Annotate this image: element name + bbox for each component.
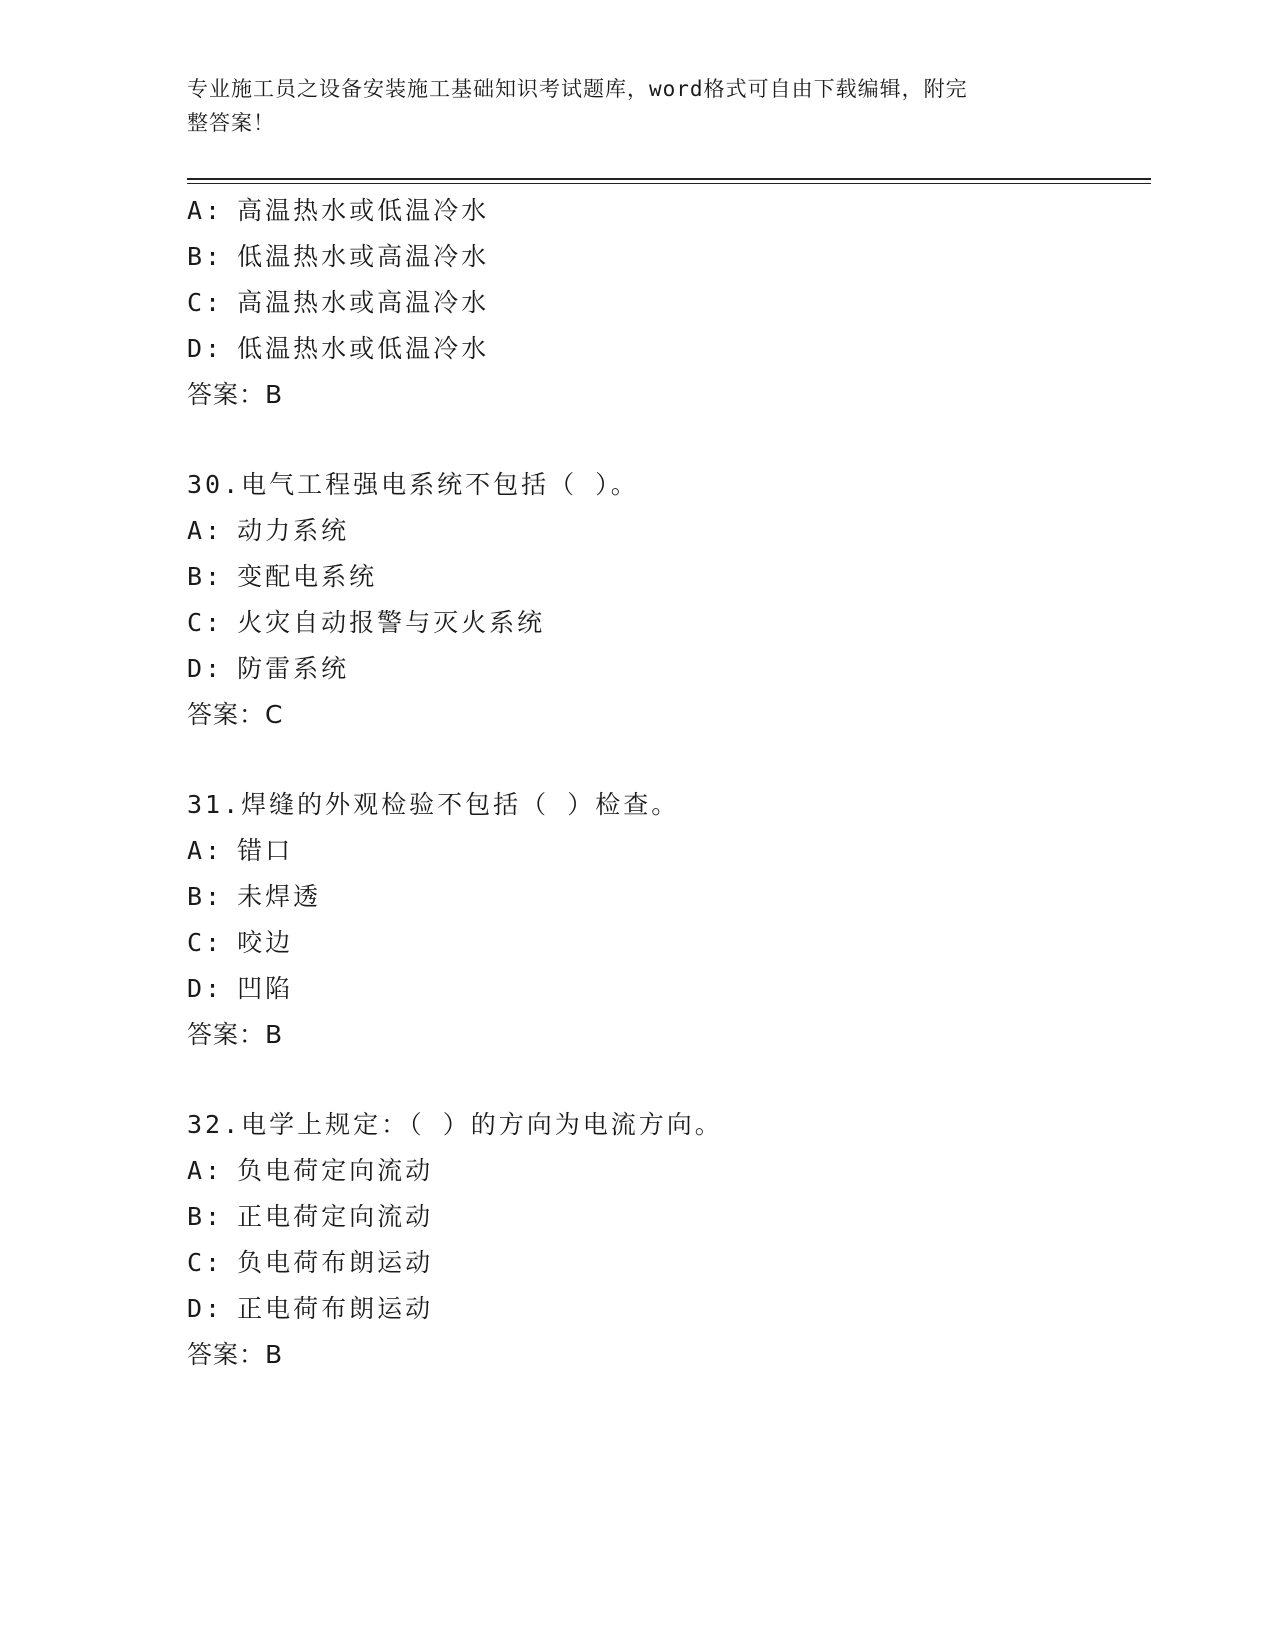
question-stem: 31.焊缝的外观检验不包括（ ）检查。 xyxy=(187,790,680,819)
question-block-partial xyxy=(187,188,1147,418)
answer-line: 答案：B xyxy=(187,1340,284,1369)
option-letter: D: xyxy=(187,974,224,1003)
option-c xyxy=(187,600,1147,646)
option-c xyxy=(187,280,1147,326)
option-text: 防雷系统 xyxy=(237,654,350,683)
option-letter: D: xyxy=(187,654,224,683)
question-block-30 xyxy=(187,462,1147,738)
option-text: 咬边 xyxy=(237,928,294,957)
question-block-31 xyxy=(187,782,1147,1058)
option-b xyxy=(187,874,1147,920)
option-text: 高温热水或高温冷水 xyxy=(237,288,490,317)
option-c xyxy=(187,920,1147,966)
option-text: 动力系统 xyxy=(237,516,350,545)
option-text: 变配电系统 xyxy=(237,562,378,591)
option-b xyxy=(187,1194,1147,1240)
header-title-line1: 专业施工员之设备安装施工基础知识考试题库，word格式可自由下载编辑，附完 xyxy=(187,77,968,101)
option-b xyxy=(187,554,1147,600)
option-text: 负电荷布朗运动 xyxy=(237,1248,434,1277)
option-text: 低温热水或高温冷水 xyxy=(237,242,490,271)
option-d xyxy=(187,1286,1147,1332)
header-divider-thick xyxy=(187,178,1151,180)
option-letter: C: xyxy=(187,1248,224,1277)
option-a xyxy=(187,508,1147,554)
option-letter: B: xyxy=(187,242,224,271)
option-letter: D: xyxy=(187,334,224,363)
option-letter: A: xyxy=(187,1156,224,1185)
option-text: 未焊透 xyxy=(237,882,322,911)
option-text: 凹陷 xyxy=(237,974,294,1003)
option-letter: C: xyxy=(187,928,224,957)
option-text: 正电荷定向流动 xyxy=(237,1202,434,1231)
option-letter: C: xyxy=(187,608,224,637)
option-d xyxy=(187,326,1147,372)
option-letter: C: xyxy=(187,288,224,317)
option-a xyxy=(187,1148,1147,1194)
option-b xyxy=(187,234,1147,280)
option-text: 负电荷定向流动 xyxy=(237,1156,434,1185)
option-text: 低温热水或低温冷水 xyxy=(237,334,490,363)
option-letter: A: xyxy=(187,516,224,545)
question-list xyxy=(187,188,1147,1378)
option-d xyxy=(187,966,1147,1012)
document-header xyxy=(187,72,1087,140)
option-letter: A: xyxy=(187,836,224,865)
option-text: 正电荷布朗运动 xyxy=(237,1294,434,1323)
option-letter: B: xyxy=(187,562,224,591)
header-title-line2: 整答案！ xyxy=(187,111,275,135)
option-letter: A: xyxy=(187,196,224,225)
option-text: 火灾自动报警与灭火系统 xyxy=(237,608,546,637)
option-text: 高温热水或低温冷水 xyxy=(237,196,490,225)
option-letter: B: xyxy=(187,882,224,911)
option-c xyxy=(187,1240,1147,1286)
option-text: 错口 xyxy=(237,836,294,865)
answer-line: 答案：B xyxy=(187,380,284,409)
option-letter: D: xyxy=(187,1294,224,1323)
question-stem: 30.电气工程强电系统不包括（ ）。 xyxy=(187,470,639,499)
option-d xyxy=(187,646,1147,692)
answer-line: 答案：B xyxy=(187,1020,284,1049)
option-letter: B: xyxy=(187,1202,224,1231)
question-block-32 xyxy=(187,1102,1147,1378)
header-divider-thin xyxy=(187,183,1151,184)
answer-line: 答案：C xyxy=(187,700,284,729)
option-a xyxy=(187,828,1147,874)
question-stem: 32.电学上规定：（ ）的方向为电流方向。 xyxy=(187,1110,723,1139)
option-a xyxy=(187,188,1147,234)
